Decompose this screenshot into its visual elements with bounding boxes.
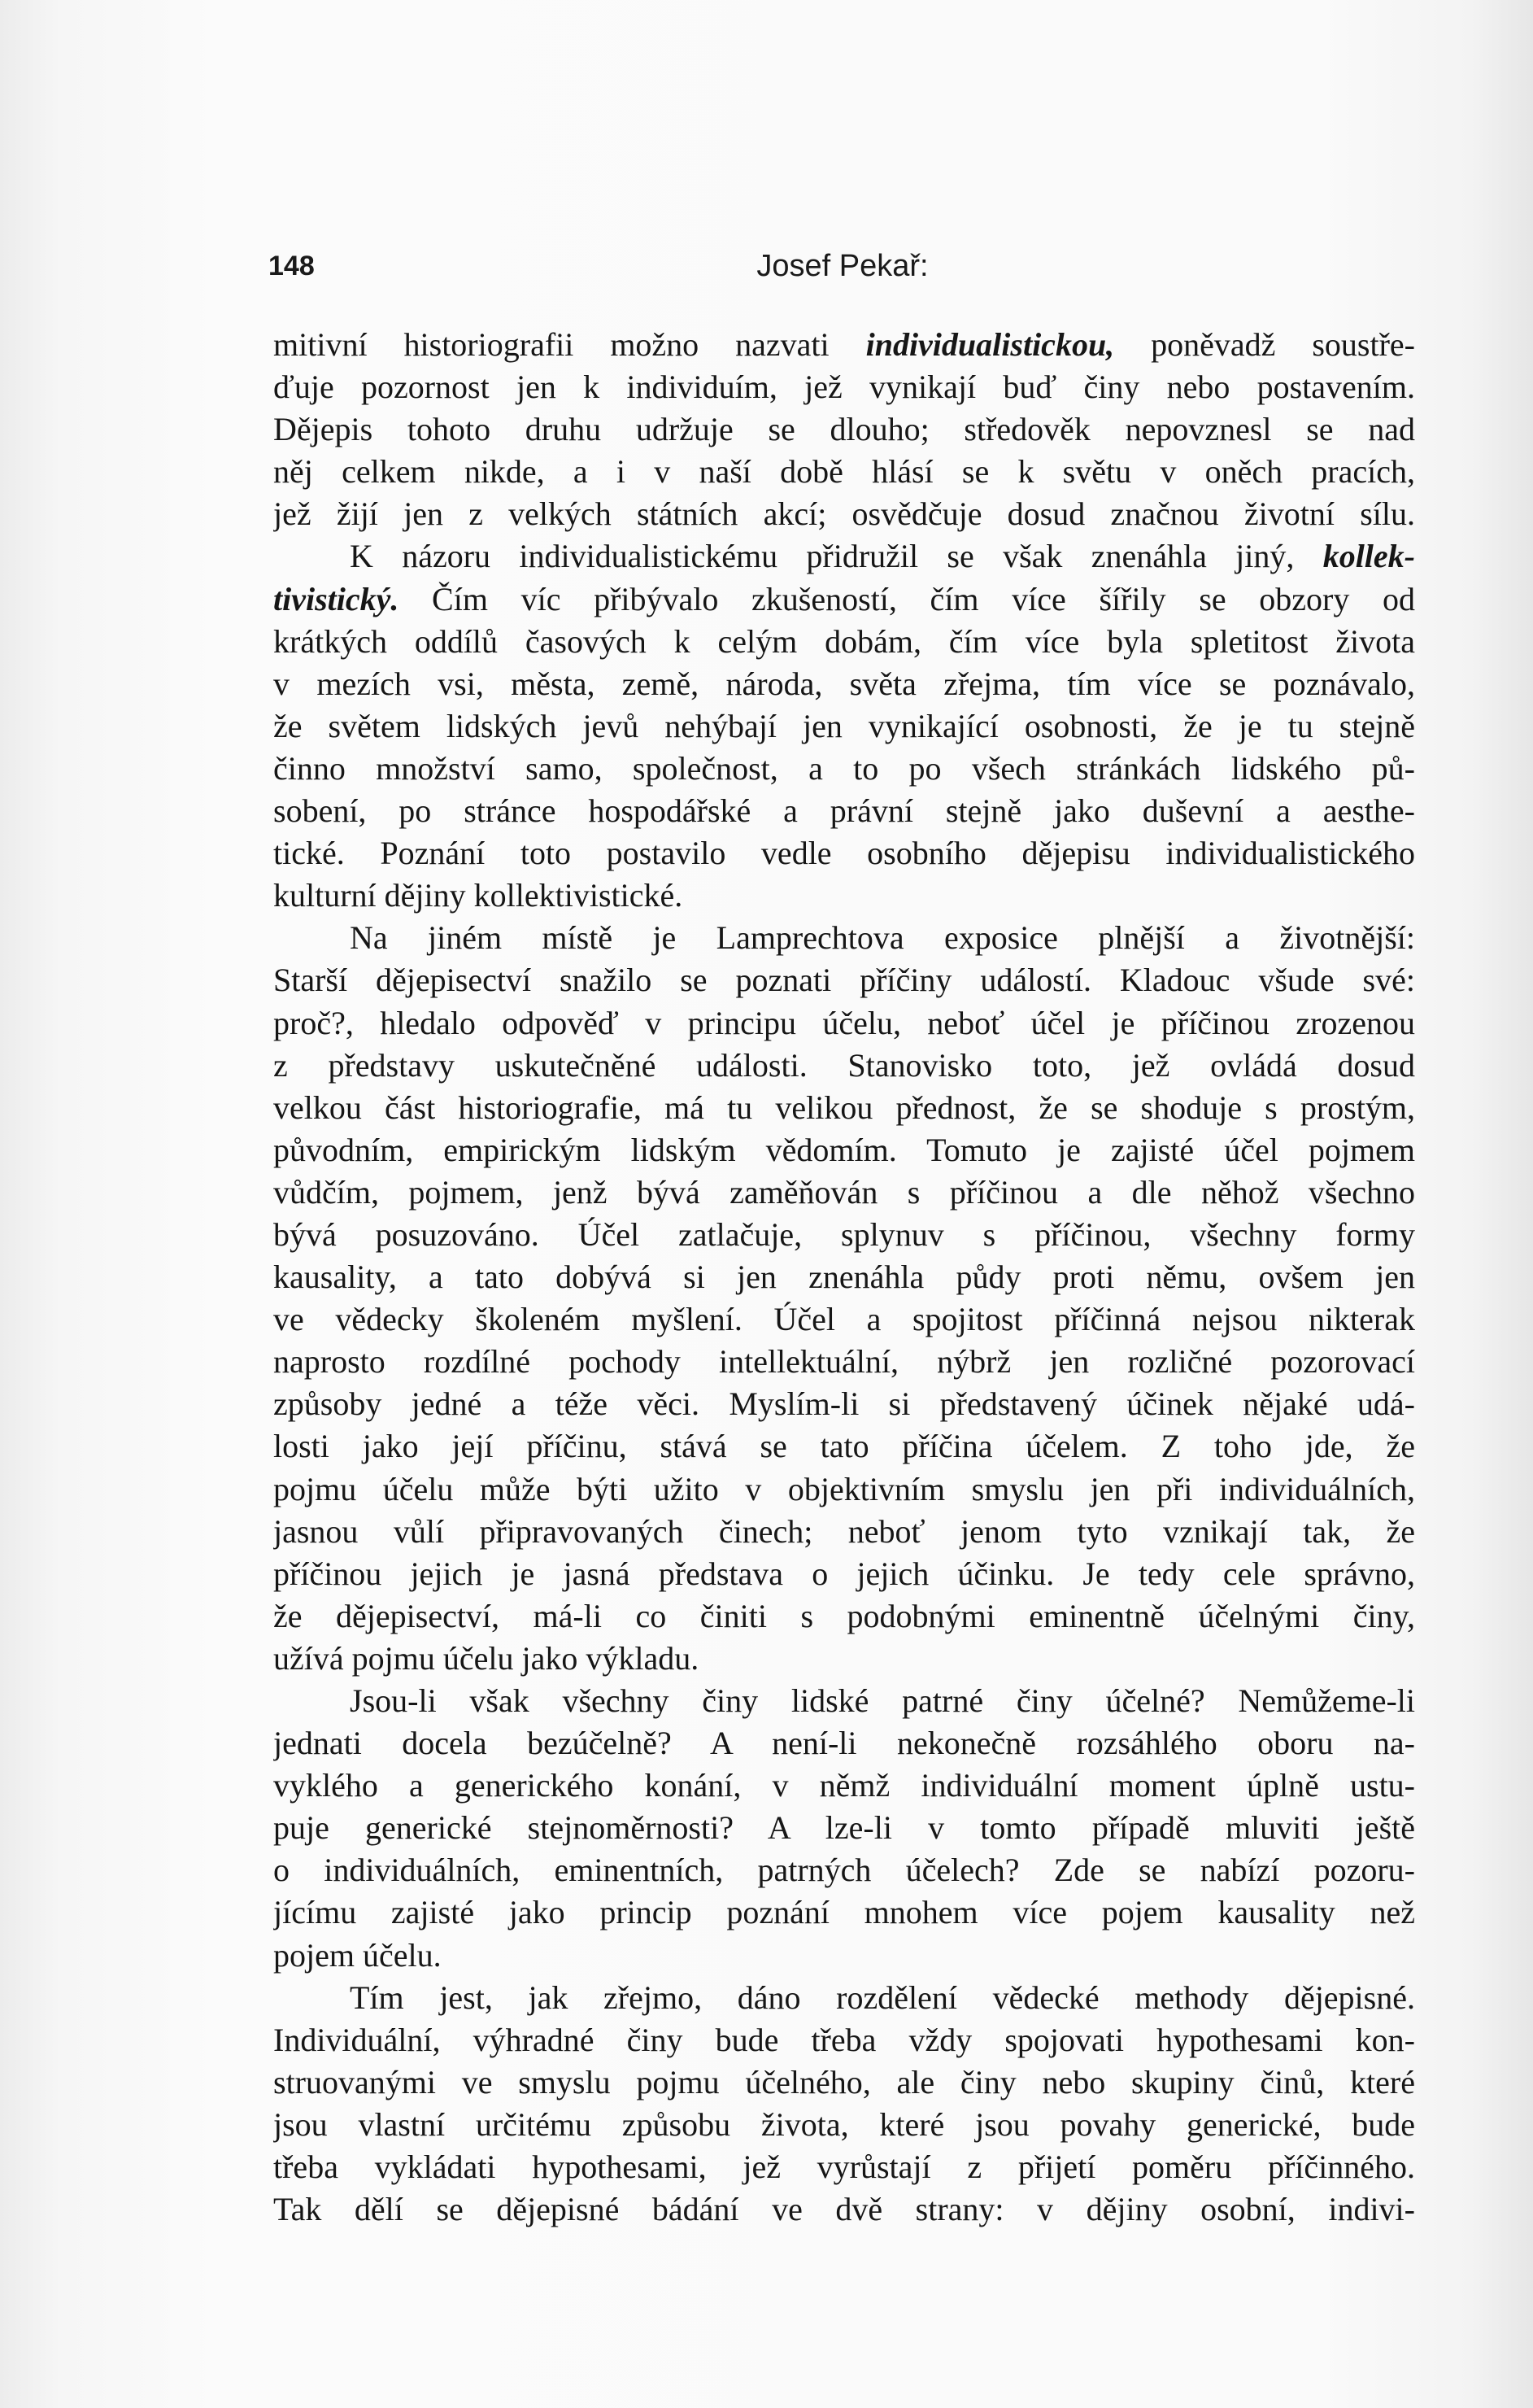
text-line: bývá posuzováno. Účel zatlačuje, splynuv s příčinou, všechny formy — [273, 1215, 1415, 1253]
text-line: jasnou vůlí připravovaných činech; neboť jenom tyto vznikají tak, že — [273, 1512, 1415, 1550]
text-line: z představy uskutečněné události. Stanovisko toto, jež ovládá dosud — [273, 1046, 1415, 1084]
text-line: Starší dějepisectví snažilo se poznati příčiny událostí. Kladouc všude své: — [273, 962, 1415, 999]
text-line: losti jako její příčinu, stává se tato příčina účelem. Z toho jde, že — [273, 1428, 1415, 1465]
text-line: něj celkem nikde, a i v naší době hlásí se k světu v oněch pracích, — [273, 453, 1415, 491]
emphasis-term: tivistický. — [273, 580, 399, 617]
text-line: krátkých oddílů časových k celým dobám, čím více byla spletitost života — [273, 622, 1415, 660]
text-line: sobení, po stránce hospodářské a právní stejně jako duševní a aesthe- — [273, 792, 1415, 830]
text-line: Tak dělí se dějepisné bádání ve dvě strany: v dějiny osobní, indivi- — [273, 2191, 1415, 2228]
text-line: způsoby jedné a téže věci. Myslím-li si představený účinek nějaké udá- — [273, 1385, 1415, 1423]
text-line: Tím jest, jak zřejmo, dáno rozdělení vědecké methody dějepisné. — [350, 1978, 1415, 2016]
text-line: třeba vykládati hypothesami, jež vyrůstají z přijetí poměru příčinného. — [273, 2148, 1415, 2186]
text-line: ďuje pozornost jen k individuím, jež vynikají buď činy nebo postavením. — [273, 369, 1415, 406]
text-line: puje generické stejnoměrnosti? A lze-li v tomto případě mluviti ještě — [273, 1809, 1415, 1847]
text-line: Na jiném místě je Lamprechtova exposice plnější a životnější: — [350, 919, 1415, 957]
text-line: v mezích vsi, města, země, národa, světa zřejma, tím více se poznávalo, — [273, 665, 1415, 702]
text-line: kulturní dějiny kollektivistické. — [273, 877, 683, 914]
text-line: tivistický. Čím víc přibývalo zkušeností, čím více šířily se obzory od — [273, 580, 1415, 617]
text-line: mitivní historiografii možno nazvati individualistickou, poněvadž soustře- — [273, 326, 1415, 363]
text-line: K názoru individualistickému přidružil se však znenáhla jiný, kollek- — [350, 538, 1415, 575]
page-number: 148 — [268, 251, 315, 281]
text-line: naprosto rozdílné pochody intellektuální, nýbrž jen rozličné pozorovací — [273, 1343, 1415, 1381]
text-line: vyklého a generického konání, v němž individuální moment úplně ustu- — [273, 1767, 1415, 1804]
text-line: jednati docela bezúčelně? A není-li nekonečně rozsáhlého oboru na- — [273, 1725, 1415, 1762]
body-text — [273, 324, 1415, 2231]
text-line: pojmu účelu může býti užito v objektivním smyslu jen při individuálních, — [273, 1470, 1415, 1507]
text-line: ve vědecky školeném myšlení. Účel a spojitost příčinná nejsou nikterak — [273, 1301, 1415, 1338]
text-line: původním, empirickým lidským vědomím. Tomuto je zajisté účel pojmem — [273, 1131, 1415, 1168]
running-head-author: Josef Pekař: — [756, 249, 929, 283]
text-line: o individuálních, eminentních, patrných účelech? Zde se nabízí pozoru- — [273, 1852, 1415, 1889]
text-line: užívá pojmu účelu jako výkladu. — [273, 1639, 699, 1677]
text-line: struovanými ve smyslu pojmu účelného, ale činy nebo skupiny činů, které — [273, 2063, 1415, 2100]
text-line: Individuální, výhradné činy bude třeba vždy spojovati hypothesami kon- — [273, 2021, 1415, 2058]
emphasis-term: individualistickou, — [865, 326, 1115, 363]
text-line: že světem lidských jevů nehýbají jen vynikající osobnosti, že je tu stejně — [273, 707, 1415, 744]
text-line: činno množství samo, společnost, a to po všech stránkách lidského pů- — [273, 749, 1415, 787]
text-line: proč?, hledalo odpověď v principu účelu, neboť účel je příčinou zrozenou — [273, 1004, 1415, 1041]
emphasis-term: kollek- — [1322, 538, 1415, 575]
text-line: příčinou jejich je jasná představa o jejich účinku. Je tedy cele správno, — [273, 1555, 1415, 1592]
text-line: vůdčím, pojmem, jenž bývá zaměňován s příčinou a dle něhož všechno — [273, 1173, 1415, 1211]
text-line: jež žijí jen z velkých státních akcí; osvědčuje dosud značnou životní sílu. — [273, 495, 1415, 533]
text-line: že dějepisectví, má-li co činiti s podobnými eminentně účelnými činy, — [273, 1597, 1415, 1634]
text-line: Jsou-li však všechny činy lidské patrné činy účelné? Nemůžeme-li — [350, 1682, 1415, 1719]
text-line: Dějepis tohoto druhu udržuje se dlouho; středověk nepovznesl se nad — [273, 411, 1415, 448]
text-line: tické. Poznání toto postavilo vedle osobního dějepisu individualistického — [273, 835, 1415, 872]
text-line: jícímu zajisté jako princip poznání mnohem více pojem kausality než — [273, 1894, 1415, 1931]
text-line: pojem účelu. — [273, 1936, 442, 1974]
text-line: jsou vlastní určitému způsobu života, které jsou povahy generické, bude — [273, 2105, 1415, 2143]
text-line: velkou část historiografie, má tu velikou přednost, že se shoduje s prostým, — [273, 1088, 1415, 1126]
page-header — [268, 244, 1417, 293]
text-line: kausality, a tato dobývá si jen znenáhla půdy proti němu, ovšem jen — [273, 1259, 1415, 1296]
